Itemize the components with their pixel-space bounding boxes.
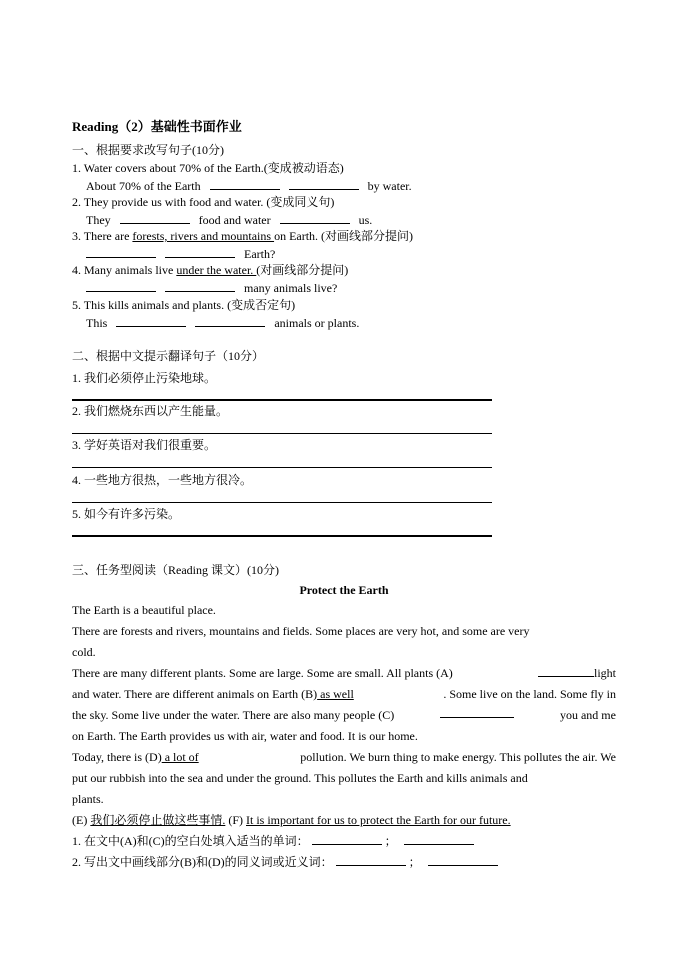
blank-4b[interactable] <box>165 279 235 292</box>
task-2 <box>72 853 498 870</box>
blank-3a[interactable] <box>86 245 156 258</box>
answer-rule-5[interactable] <box>72 535 492 537</box>
task-2-separator: ； <box>408 855 421 869</box>
blank-1b[interactable] <box>289 177 359 190</box>
passage-title: Protect the Earth <box>299 583 389 597</box>
answer-1-line <box>86 177 412 194</box>
answer-2-end: us. <box>358 213 373 227</box>
question-1: 1. Water covers about 70% of the Earth.(变成被动语态) <box>72 161 344 175</box>
answer-2-mid: food and water <box>198 213 271 227</box>
label-F: (F) <box>225 813 247 827</box>
answer-rule-4[interactable] <box>72 502 492 503</box>
task-2-blank-a[interactable] <box>336 853 406 866</box>
blank-2a[interactable] <box>120 211 190 224</box>
question-3-underlined: forests, rivers and mountains <box>132 229 275 243</box>
question-4-pre: 4. Many animals live <box>72 263 177 277</box>
answer-4-end: many animals live? <box>244 281 338 295</box>
passage-text: There are many different plants. Some are large. Some are small. All plants (A) <box>72 666 453 680</box>
answer-5-start: This <box>86 316 108 330</box>
task-1-blank-b[interactable] <box>404 832 474 845</box>
task-1 <box>72 832 474 849</box>
passage-line <box>72 705 616 726</box>
passage-line <box>72 663 616 684</box>
answer-3-end: Earth? <box>244 247 276 261</box>
question-4-underlined: under the water. <box>176 263 257 277</box>
worksheet-title: Reading（2）基础性书面作业 <box>72 119 242 134</box>
section2-heading: 二、根据中文提示翻译句子（10分） <box>72 349 265 363</box>
blank-2b[interactable] <box>280 211 350 224</box>
answer-4-line <box>86 279 337 296</box>
translate-item-4: 4. 一些地方很热，一些地方很冷。 <box>72 473 253 487</box>
answer-5-end: animals or plants. <box>274 316 360 330</box>
answer-rule-2[interactable] <box>72 433 492 434</box>
task-1-separator: ； <box>384 834 397 848</box>
passage-line: The Earth is a beautiful place. <box>72 603 216 617</box>
sentence-F: It is important for us to protect the Earth for our future. <box>246 813 511 827</box>
passage-text: put our rubbish into the sea and under the ground. This pollutes the Earth and kills animals and <box>72 771 528 785</box>
translate-item-1: 1. 我们必须停止污染地球。 <box>72 371 217 385</box>
section1-heading: 一、根据要求改写句子(10分) <box>72 143 224 157</box>
passage-body <box>72 600 616 830</box>
question-4 <box>72 262 348 278</box>
passage-text: pollution. We burn thing to make energy. This pollutes the air. We <box>300 750 616 764</box>
passage-line: cold. <box>72 645 96 659</box>
answer-rule-3[interactable] <box>72 467 492 468</box>
label-E: (E) <box>72 813 91 827</box>
answer-1-end: by water. <box>367 179 412 193</box>
translate-item-3: 3. 学好英语对我们很重要。 <box>72 438 217 452</box>
answer-2-line <box>86 211 372 228</box>
translate-item-5: 5. 如今有许多污染。 <box>72 507 181 521</box>
passage-text: light <box>593 666 616 680</box>
task-2-text: 2. 写出文中画线部分(B)和(D)的同义词或近义词： <box>72 855 333 869</box>
passage-text: There are forests and rivers, mountains and fields. Some places are very hot, and some are very <box>72 624 530 638</box>
passage-line <box>72 810 616 830</box>
question-3 <box>72 228 413 244</box>
sentence-E: 我们必须停止做这些事情. <box>90 813 226 827</box>
section3-heading: 三、任务型阅读（Reading 课文）(10分) <box>72 563 279 577</box>
question-5: 5. This kills animals and plants. (变成否定句) <box>72 298 296 312</box>
task-1-text: 1. 在文中(A)和(C)的空白处填入适当的单词： <box>72 834 309 848</box>
passage-line <box>72 747 616 768</box>
blank-4a[interactable] <box>86 279 156 292</box>
blank-5b[interactable] <box>195 314 265 327</box>
passage-line: on Earth. The Earth provides us with air, water and food. It is our home. <box>72 729 418 743</box>
blank-5a[interactable] <box>116 314 186 327</box>
question-3-post: on Earth. (对画线部分提问) <box>274 229 414 243</box>
answer-3-line <box>86 245 275 262</box>
passage-text: you and me <box>559 708 616 722</box>
task-2-blank-b[interactable] <box>428 853 498 866</box>
answer-rule-1[interactable] <box>72 399 492 401</box>
passage-text: the sky. Some live under the water. There are also many people (C) <box>72 708 395 722</box>
question-3-pre: 3. There are <box>72 229 133 243</box>
answer-2-start: They <box>86 213 111 227</box>
passage-text: . Some live on the land. Some fly in <box>443 687 616 701</box>
passage-line <box>72 621 616 642</box>
translate-item-2: 2. 我们燃烧东西以产生能量。 <box>72 404 229 418</box>
blank-C[interactable] <box>440 705 514 718</box>
question-4-post: (对画线部分提问) <box>256 263 349 277</box>
passage-line <box>72 684 616 705</box>
passage-line: plants. <box>72 792 104 806</box>
blank-A[interactable] <box>538 664 594 677</box>
question-2: 2. They provide us with food and water. (变成同义句) <box>72 195 335 209</box>
answer-5-line <box>86 314 359 331</box>
blank-3b[interactable] <box>165 245 235 258</box>
answer-1-start: About 70% of the Earth <box>86 179 201 193</box>
task-1-blank-a[interactable] <box>312 832 382 845</box>
passage-text: Today, there is (D) <box>72 750 162 764</box>
blank-1a[interactable] <box>210 177 280 190</box>
passage-line <box>72 768 616 789</box>
underlined-D: a lot of <box>161 750 199 764</box>
passage-text: and water. There are different animals on Earth (B) <box>72 687 318 701</box>
underlined-B: as well <box>317 687 354 701</box>
